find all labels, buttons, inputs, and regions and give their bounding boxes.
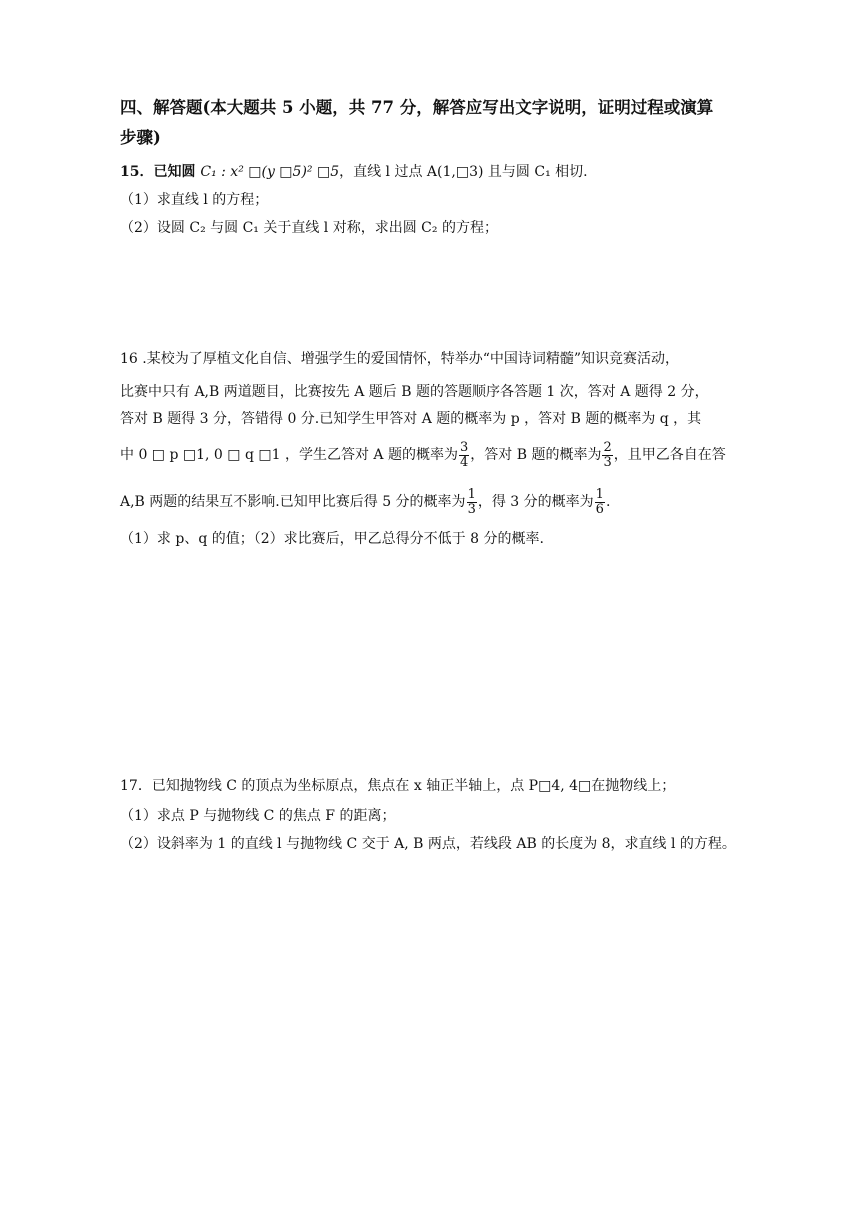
q16-line4-end: ，且甲乙各自在答 [613, 447, 726, 463]
fraction-numerator: 1 [467, 486, 476, 502]
q16-line5-middle: ，得 3 分的概率为 [477, 494, 594, 510]
q16-line5-start: A,B 两题的结果互不影响.已知甲比赛后得 5 分的概率为 [120, 494, 466, 510]
fraction-three-quarters [459, 441, 469, 470]
fraction-denominator: 6 [595, 501, 604, 517]
fraction-two-thirds [602, 441, 612, 470]
fraction-one-sixth [595, 488, 605, 517]
q16-line4-middle: ，答对 B 题的概率为 [470, 447, 602, 463]
q15-stem [120, 162, 588, 182]
q17-part1: （1）求点 P 与抛物线 C 的焦点 F 的距离； [120, 808, 396, 824]
q16-line3: 答对 B 题得 3 分，答错得 0 分.已知学生甲答对 A 题的概率为 p ，答对 B 题的概率为 q ，其 [120, 411, 702, 427]
fraction-numerator: 2 [603, 439, 612, 455]
q15-circle-equation: C₁ : x² □(y □5)² □5 [200, 164, 340, 180]
q17-stem: 17．已知抛物线 C 的顶点为坐标原点，焦点在 x 轴正半轴上，点 P□4, 4□在抛物线上； [120, 778, 676, 794]
q15-stem-start: 15．已知圆 [120, 164, 201, 180]
section-heading-line2: 步骤) [120, 128, 161, 147]
q15-stem-end: ，直线 l 过点 A(1,□3) 且与圆 C₁ 相切. [339, 164, 588, 180]
section-heading-line1: 四、解答题(本大题共 5 小题，共 77 分，解答应写出文字说明，证明过程或演算 [120, 98, 714, 117]
fraction-denominator: 4 [459, 454, 469, 470]
q16-line4 [120, 437, 726, 473]
q16-line2: 比赛中只有 A,B 两道题目，比赛按先 A 题后 B 题的答题顺序各答题 1 次，答对 A 题得 2 分， [120, 384, 709, 400]
q15-part1: （1）求直线 l 的方程； [120, 192, 269, 208]
q16-line4-start: 中 0 □ p □1, 0 □ q □1 ，学生乙答对 A 题的概率为 [120, 447, 458, 463]
fraction-numerator: 1 [595, 486, 604, 502]
q15-part2: （2）设圆 C₂ 与圆 C₁ 关于直线 l 对称，求出圆 C₂ 的方程； [120, 220, 498, 236]
q16-parts: （1）求 p、q 的值；（2）求比赛后，甲乙总得分不低于 8 分的概率. [120, 531, 544, 547]
q17-part2: （2）设斜率为 1 的直线 l 与抛物线 C 交于 A, B 两点，若线段 AB 的长度为 8，求直线 l 的方程。 [120, 836, 736, 852]
q16-line5-end: . [605, 494, 611, 510]
fraction-one-third [467, 488, 477, 517]
q16-line5 [120, 484, 610, 520]
fraction-numerator: 3 [459, 439, 469, 455]
q16-line1: 16 .某校为了厚植文化自信、增强学生的爱国情怀，特举办“中国诗词精髓”知识竞赛活动， [120, 351, 680, 367]
fraction-denominator: 3 [467, 501, 476, 517]
fraction-denominator: 3 [603, 454, 612, 470]
